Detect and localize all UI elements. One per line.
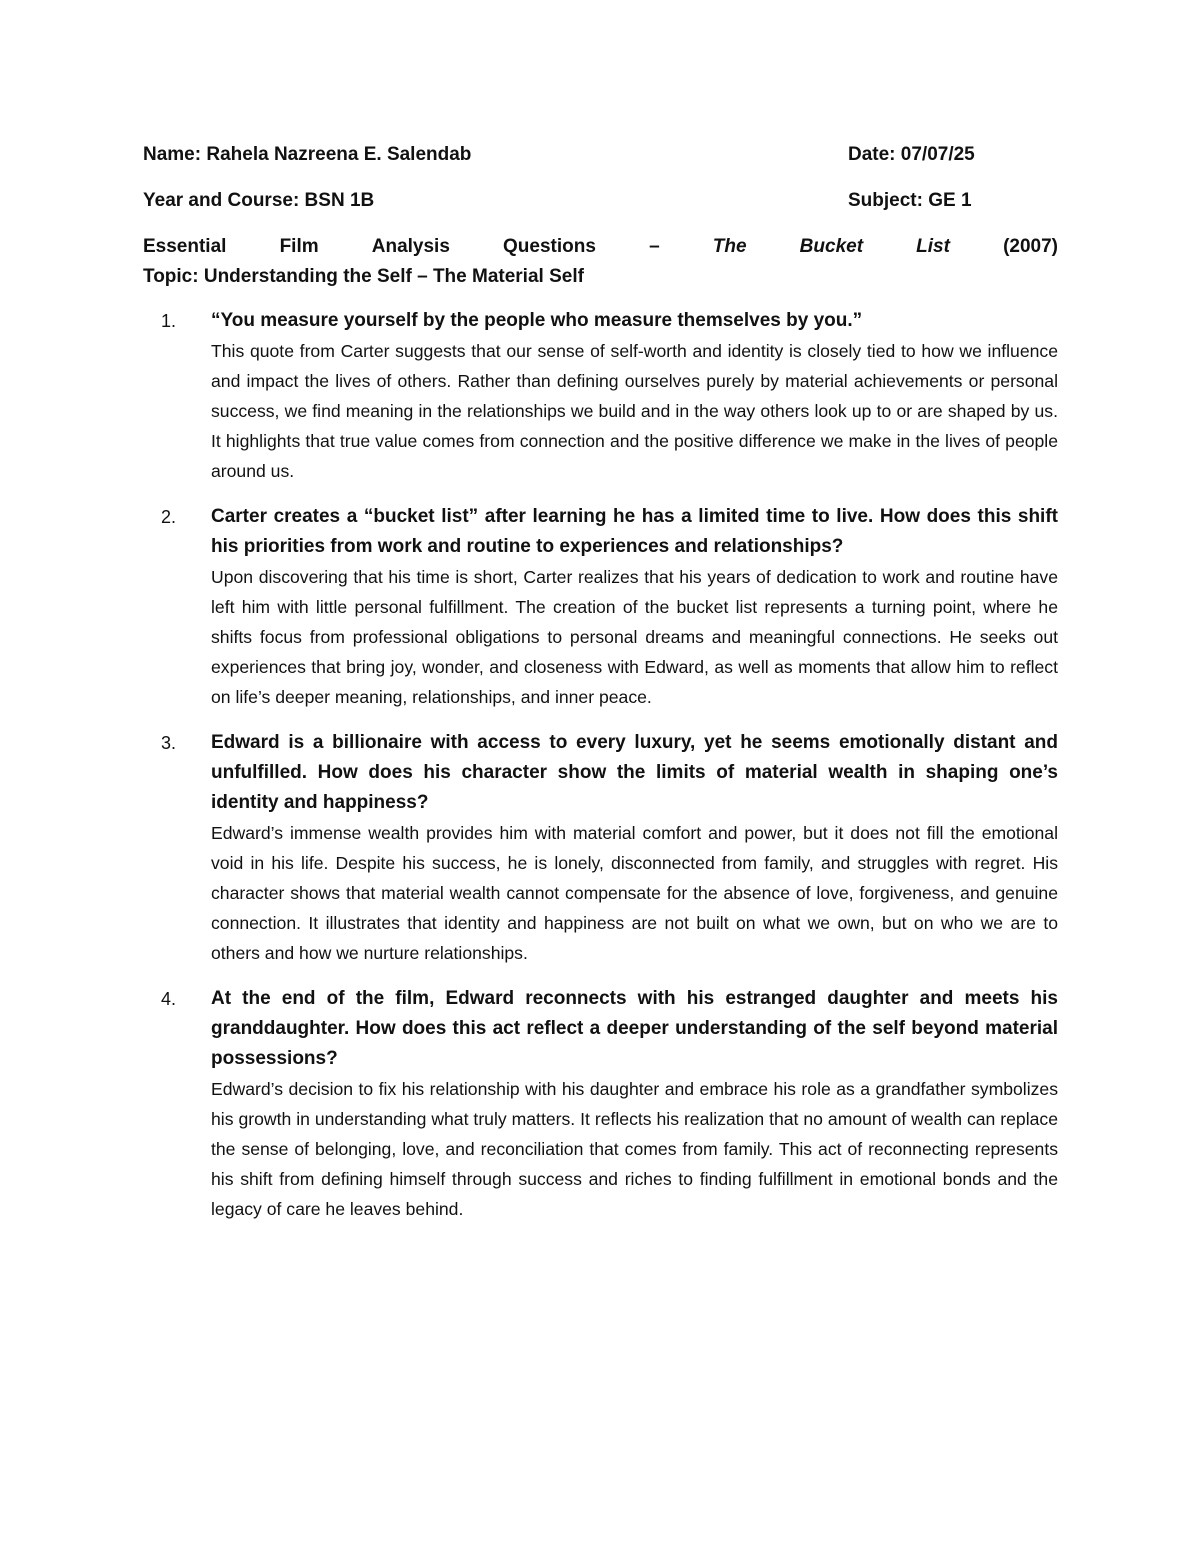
student-name: Name: Rahela Nazreena E. Salendab	[143, 144, 472, 165]
question-number: 4.	[161, 989, 177, 1009]
header-row-2	[143, 186, 1058, 216]
answer-text: Edward’s immense wealth provides him with material comfort and power, but it does not fill the emotional void in his life. Despite his success, he is lonely, disconnected from family, and struggles with regret. His character shows that material wealth cannot compensate for the absence of love, forgiveness, and genuine connection. It illustrates that identity and happiness are not built on what we own, but on who we are to others and how we nurture relationships.	[211, 823, 1058, 963]
question-text: Carter creates a “bucket list” after learning he has a limited time to live. How does this shift his priorities from work and routine to experiences and relationships?	[211, 506, 1058, 557]
question-item	[143, 306, 1058, 486]
document-page	[143, 140, 1058, 1240]
title-word: Essential	[143, 236, 227, 257]
question-number: 2.	[161, 507, 177, 527]
question-text: At the end of the film, Edward reconnects with his estranged daughter and meets his granddaughter. How does this act reflect a deeper understanding of the self beyond material possessions?	[211, 988, 1058, 1069]
film-year: (2007)	[1003, 236, 1058, 257]
question-item	[143, 502, 1058, 712]
film-title-word: List	[916, 236, 950, 257]
topic-line: Topic: Understanding the Self – The Material Self	[143, 266, 584, 287]
film-title-word: Bucket	[799, 236, 864, 257]
question-item	[143, 728, 1058, 968]
document-title	[143, 232, 1058, 262]
question-item	[143, 984, 1058, 1224]
question-number: 1.	[161, 311, 177, 331]
question-number: 3.	[161, 733, 177, 753]
title-word: Questions	[503, 236, 596, 257]
title-word: Analysis	[371, 236, 450, 257]
header-row-1	[143, 140, 1058, 170]
title-dash: –	[649, 236, 660, 257]
title-word: Film	[279, 236, 319, 257]
answer-text: This quote from Carter suggests that our sense of self-worth and identity is closely tied to how we influence and impact the lives of others. Rather than defining ourselves purely by material achievements or personal success, we find meaning in the relationships we build and in the way others look up to or are shaped by us. It highlights that true value comes from connection and the positive difference we make in the lives of people around us.	[211, 341, 1058, 481]
question-text: “You measure yourself by the people who measure themselves by you.”	[211, 310, 863, 331]
answer-text: Edward’s decision to fix his relationship with his daughter and embrace his role as a grandfather symbolizes his growth in understanding what truly matters. It reflects his realization that no amount of wealth can replace the sense of belonging, love, and reconciliation that comes from family. This act of reconnecting represents his shift from defining himself through success and riches to finding fulfillment in emotional bonds and the legacy of care he leaves behind.	[211, 1079, 1058, 1219]
answer-text: Upon discovering that his time is short, Carter realizes that his years of dedication to work and routine have left him with little personal fulfillment. The creation of the bucket list represents a turning point, where he shifts focus from professional obligations to personal dreams and meaningful connections. He seeks out experiences that bring joy, wonder, and closeness with Edward, as well as moments that allow him to reflect on life’s deeper meaning, relationships, and inner peace.	[211, 567, 1058, 707]
question-text: Edward is a billionaire with access to every luxury, yet he seems emotionally distant and unfulfilled. How does his character show the limits of material wealth in shaping one’s identity and happiness?	[211, 732, 1058, 813]
subject: Subject: GE 1	[848, 190, 972, 211]
date: Date: 07/07/25	[848, 144, 975, 165]
film-title-word: The	[712, 236, 747, 257]
question-list	[143, 306, 1058, 1224]
year-course: Year and Course: BSN 1B	[143, 190, 375, 211]
